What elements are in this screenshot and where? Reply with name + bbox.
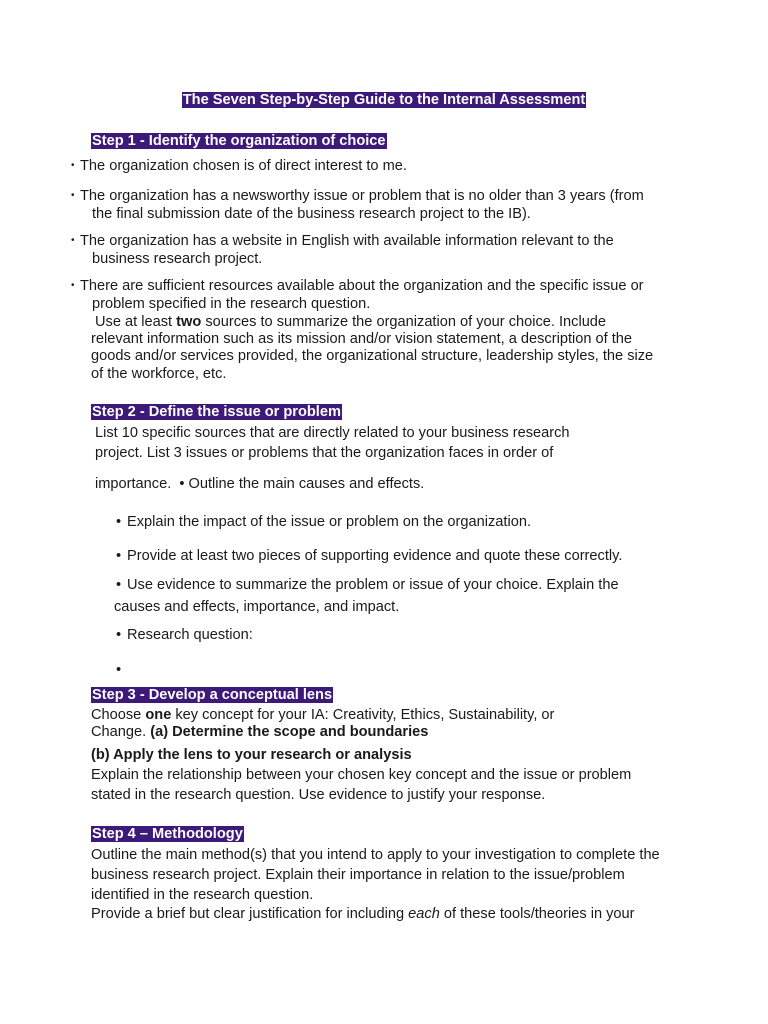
bullet-glyph: • <box>71 235 75 246</box>
bullet-glyph: • <box>116 627 122 643</box>
bullet-glyph: • <box>71 160 75 171</box>
step2-line1: List 10 specific sources that are directly related to your business research <box>95 425 570 441</box>
step1-bullet-4-line1: There are sufficient resources available about the organization and the specific issue or <box>80 278 644 294</box>
step1-paragraph-line1 <box>95 313 606 331</box>
step1-bullet-2-line2: the final submission date of the business research project to the IB). <box>92 206 531 222</box>
step1-bullet-3-line1: The organization has a website in English with available information relevant to the <box>80 233 614 249</box>
step2-bullet-4: Research question: <box>127 627 253 643</box>
step2-line2: project. List 3 issues or problems that the organization faces in order of <box>95 445 554 461</box>
bullet-glyph: • <box>116 548 122 564</box>
step4-line4-prefix: Provide a brief but clear justification for including <box>91 906 409 922</box>
step3-line5: stated in the research question. Use evidence to justify your response. <box>91 787 546 803</box>
step1-bullet-4-line2: problem specified in the research question. <box>92 296 371 312</box>
step3-line3 <box>91 746 412 764</box>
step4-line1: Outline the main method(s) that you intend to apply to your investigation to complete the <box>91 847 660 863</box>
step1-para-prefix: Use at least <box>95 314 177 330</box>
bullet-glyph: • <box>116 514 122 530</box>
document-title-text: The Seven Step-by-Step Guide to the Internal Assessment <box>182 92 586 108</box>
step3-line2 <box>91 723 428 741</box>
step2-line3 <box>95 475 424 493</box>
step2-line3-a: importance. <box>95 476 172 492</box>
step1-bullet-3-line2: business research project. <box>92 251 263 267</box>
step4-heading <box>91 825 244 843</box>
step2-heading <box>91 403 342 421</box>
step2-bullet-2: Provide at least two pieces of supporting evidence and quote these correctly. <box>127 548 623 564</box>
step1-heading-text: Step 1 - Identify the organization of choice <box>92 133 386 149</box>
step1-paragraph-line4: of the workforce, etc. <box>91 366 227 382</box>
bullet-glyph: • <box>179 476 185 492</box>
step4-line4-italic: each <box>408 906 440 922</box>
step3-line2-prefix: Change. <box>91 724 151 740</box>
document-title <box>0 91 768 109</box>
step4-heading-text: Step 4 – Methodology <box>92 826 243 842</box>
step1-para-rest: sources to summarize the organization of your choice. Include <box>201 314 607 330</box>
step2-bullet-1: Explain the impact of the issue or problem on the organization. <box>127 514 531 530</box>
step1-paragraph-line2: relevant information such as its mission and/or vision statement, a description of the <box>91 331 633 347</box>
bullet-glyph: • <box>71 280 75 291</box>
step1-bullet-2-line1: The organization has a newsworthy issue or problem that is no older than 3 years (from <box>80 188 644 204</box>
step3-line3-bold: (b) Apply the lens to your research or analysis <box>91 747 412 763</box>
bullet-glyph: • <box>116 577 122 593</box>
step3-line4: Explain the relationship between your chosen key concept and the issue or problem <box>91 767 632 783</box>
step3-line1-prefix: Choose <box>91 707 146 723</box>
step3-line1-rest: key concept for your IA: Creativity, Ethics, Sustainability, or <box>171 707 555 723</box>
step3-heading <box>91 686 333 704</box>
step1-bullet-1: The organization chosen is of direct interest to me. <box>80 158 407 174</box>
step2-bullet-3-line1: Use evidence to summarize the problem or issue of your choice. Explain the <box>127 577 619 593</box>
step4-line4 <box>91 905 635 923</box>
step3-line1-bold: one <box>145 707 172 723</box>
step3-line2-bold: (a) Determine the scope and boundaries <box>150 724 429 740</box>
bullet-glyph: • <box>71 190 75 201</box>
step4-line4-rest: of these tools/theories in your <box>439 906 635 922</box>
step4-line2: business research project. Explain their importance in relation to the issue/problem <box>91 867 625 883</box>
step3-line1 <box>91 706 554 724</box>
step4-line3: identified in the research question. <box>91 887 314 903</box>
step1-paragraph-line3: goods and/or services provided, the organizational structure, leadership styles, the size <box>91 348 654 364</box>
step3-heading-text: Step 3 - Develop a conceptual lens <box>92 687 333 703</box>
step1-para-bold: two <box>176 314 202 330</box>
step2-heading-text: Step 2 - Define the issue or problem <box>92 404 341 420</box>
step2-bullet-3-line2: causes and effects, importance, and impact. <box>114 599 400 615</box>
step1-heading <box>91 132 387 150</box>
bullet-glyph: • <box>116 662 122 678</box>
step2-line3-b: Outline the main causes and effects. <box>188 476 425 492</box>
